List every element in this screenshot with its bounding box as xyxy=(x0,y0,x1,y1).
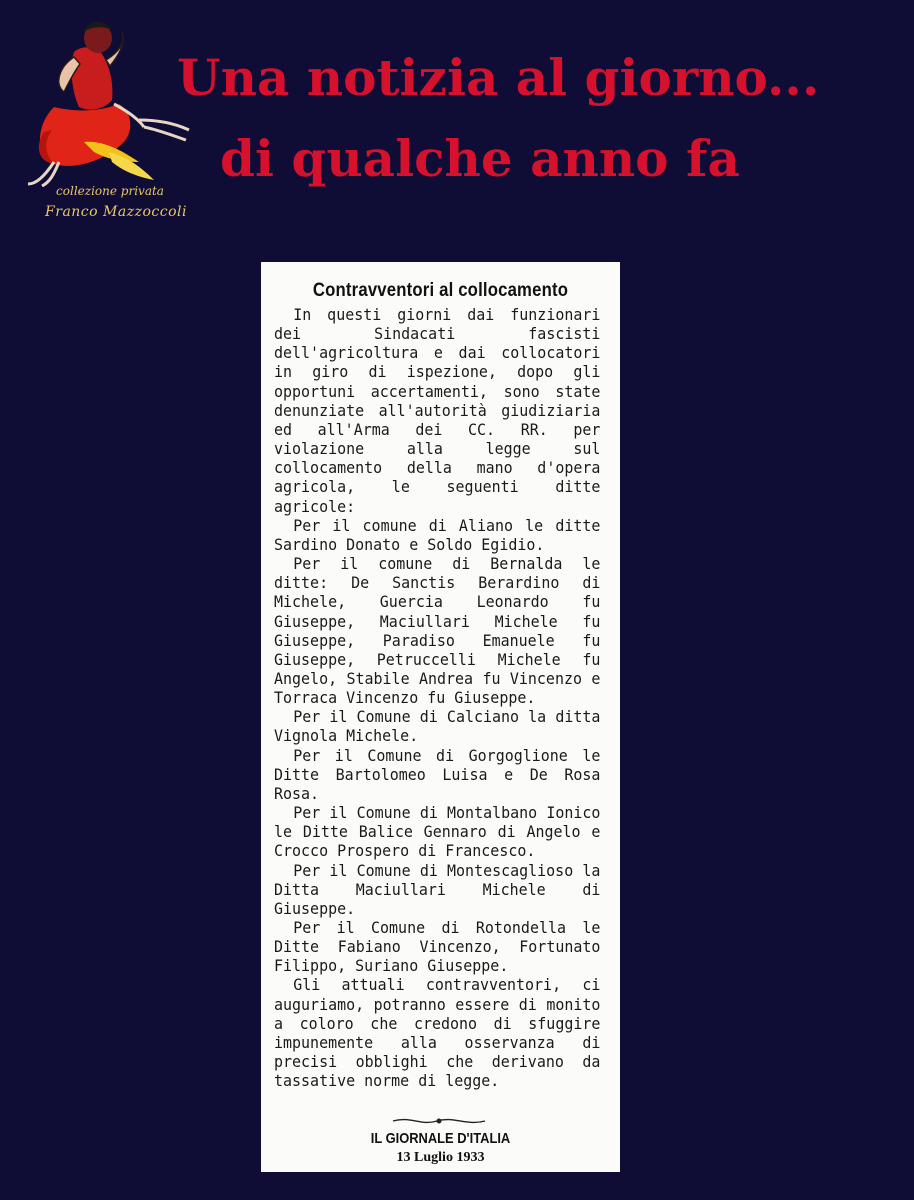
article-paragraph: Per il Comune di Rotondella le Ditte Fabiano Vincenzo, Fortunato Filippo, Suriano Giuseppe. xyxy=(274,919,601,976)
headline-line-1: Una notizia al giorno... xyxy=(177,48,820,107)
article-title: Contravventori al collocamento xyxy=(312,280,569,301)
headline-line-2: di qualche anno fa xyxy=(220,129,740,188)
article-paragraph: Gli attuali contravventori, ci auguriamo, potranno essere di monito a coloro che credono di sfuggire impunemente alla osservanza di precisi obblighi che derivano da tassative norme di legge. xyxy=(274,976,601,1091)
logo xyxy=(14,12,194,227)
newspaper-clipping xyxy=(261,262,620,1172)
article-paragraph: Per il comune di Aliano le ditte Sardino Donato e Soldo Egidio. xyxy=(274,516,601,554)
article-paragraph: Per il Comune di Montescaglioso la Ditta Maciullari Michele di Giuseppe. xyxy=(274,861,601,918)
article-body xyxy=(274,306,614,1091)
source-newspaper: IL GIORNALE D'ITALIA xyxy=(370,1130,511,1147)
ornament-divider-icon xyxy=(391,1114,487,1128)
logo-caption-owner: Franco Mazzoccoli xyxy=(45,204,187,220)
article-paragraph: In questi giorni dai funzionari dei Sindacati fascisti dell'agricoltura e dai collocatori in giro di ispezione, dopo gli opportuni accertamenti, sono state denunziate all'autorità giudiziaria ed all'Arma dei CC. RR. per violazione alla legge sul collocamento della mano d'opera agricola, le seguenti ditte agricole: xyxy=(274,306,601,516)
article-paragraph: Per il Comune di Montalbano Ionico le Ditte Balice Gennaro di Angelo e Crocco Prospero di Francesco. xyxy=(274,804,601,861)
article-paragraph: Per il comune di Bernalda le ditte: De Sanctis Berardino di Michele, Guercia Leonardo fu Giuseppe, Maciullari Michele fu Giuseppe, Paradiso Emanuele fu Giuseppe, Petruccelli Michele fu Angelo, Stabile Andrea fu Vincenzo e Torraca Vincenzo fu Giuseppe. xyxy=(274,555,601,708)
article-paragraph: Per il Comune di Gorgoglione le Ditte Bartolomeo Luisa e De Rosa Rosa. xyxy=(274,746,601,803)
article-paragraph: Per il Comune di Calciano la ditta Vignola Michele. xyxy=(274,708,601,746)
source-date: 13 Luglio 1933 xyxy=(396,1150,485,1165)
dancer-figure-icon xyxy=(14,12,194,187)
logo-caption-collection: collezione privata xyxy=(56,184,164,198)
